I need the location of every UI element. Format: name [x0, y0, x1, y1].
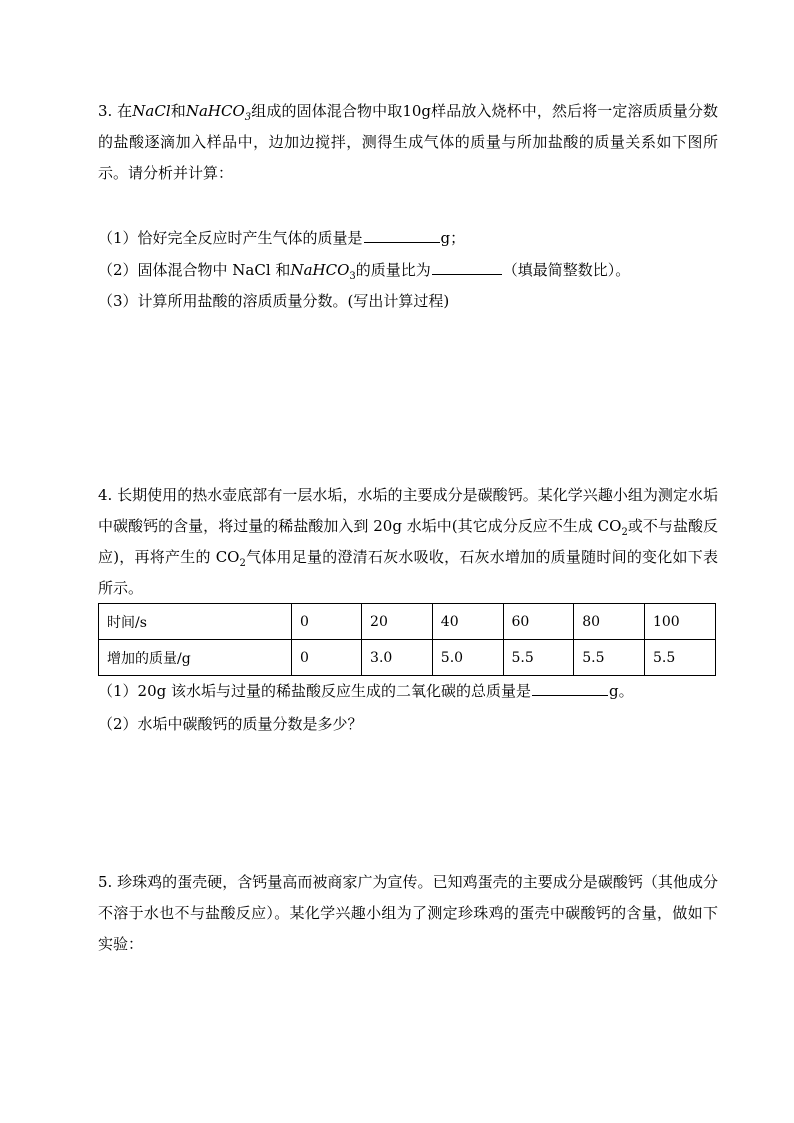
- q3-stem-and: 和: [170, 102, 186, 120]
- q4-sub2: （2）水垢中碳酸钙的质量分数是多少？: [98, 715, 363, 733]
- q3-stem: [98, 96, 718, 189]
- formula-nahco3-sub: 3: [349, 271, 356, 282]
- table-cell: 5.5: [644, 640, 715, 676]
- q3-stem-prefix: 3. 在: [98, 102, 133, 120]
- formula-nahco3-sub: 3: [244, 112, 252, 123]
- q3-sub1: [98, 228, 465, 248]
- table-cell: 5.5: [574, 640, 645, 676]
- formula-nahco3: NaHCO: [185, 102, 245, 120]
- q4-stem: [98, 480, 718, 604]
- table-cell: 20: [362, 604, 433, 640]
- formula-nahco3: NaHCO: [290, 261, 350, 279]
- answer-blank-q3-1[interactable]: [364, 228, 440, 243]
- q4-sub1-unit: g。: [609, 682, 634, 700]
- q4-data-table: [98, 603, 716, 676]
- q3-sub2-mid: 的质量比为: [355, 261, 431, 279]
- table-cell: 5.5: [503, 640, 574, 676]
- table-cell: 80: [574, 604, 645, 640]
- table-cell: 60: [503, 604, 574, 640]
- answer-blank-q4-1[interactable]: [532, 681, 608, 696]
- q4-stem-part2: 或不与盐酸反应)，再将产生的 CO: [98, 517, 718, 566]
- co2-sub: 2: [621, 527, 628, 538]
- q3-sub2: [98, 260, 630, 280]
- table-cell-label: 时间/s: [99, 604, 292, 640]
- q3-sub2-note: （填最简整数比）。: [502, 261, 631, 279]
- q3-sub1-unit: g；: [440, 229, 466, 247]
- q4-stem-part1: 4. 长期使用的热水壶底部有一层水垢，水垢的主要成分是碳酸钙。某化学兴趣小组为测定水垢中碳酸钙的含量，将过量的稀盐酸加入到 20g 水垢中(其它成分反应不生成 CO: [98, 486, 718, 535]
- table-cell: 5.0: [432, 640, 503, 676]
- table-cell: 0: [292, 604, 362, 640]
- q3-sub3: （3）计算所用盐酸的溶质质量分数。(写出计算过程): [98, 292, 450, 310]
- answer-blank-q3-2[interactable]: [432, 260, 502, 275]
- table-cell-label: 增加的质量/g: [99, 640, 292, 676]
- q3-stem-rest: 组成的固体混合物中取10g样品放入烧杯中，然后将一定溶质质量分数的盐酸逐滴加入样品中，边加边搅拌，测得生成气体的质量与所加盐酸的质量关系如下图所示。请分析并计算：: [98, 102, 718, 182]
- q5-stem: 5. 珍珠鸡的蛋壳硬，含钙量高而被商家广为宣传。已知鸡蛋壳的主要成分是碳酸钙（其他成分不溶于水也不与盐酸反应）。某化学兴趣小组为了测定珍珠鸡的蛋壳中碳酸钙的含量，做如下实验：: [98, 873, 718, 953]
- q4-sub1: [98, 681, 634, 701]
- co2-sub: 2: [239, 558, 246, 569]
- table-row-mass: [99, 640, 716, 676]
- table-row-time: [99, 604, 716, 640]
- q4-sub1-text: （1）20g 该水垢与过量的稀盐酸反应生成的二氧化碳的总质量是: [98, 682, 532, 700]
- table-cell: 3.0: [362, 640, 433, 676]
- q3-sub2-text: （2）固体混合物中 NaCl 和: [98, 261, 291, 279]
- formula-nacl: NaCl: [132, 102, 171, 120]
- table-cell: 40: [432, 604, 503, 640]
- table-cell: 0: [292, 640, 362, 676]
- table-cell: 100: [644, 604, 715, 640]
- q3-sub1-text: （1）恰好完全反应时产生气体的质量是: [98, 229, 363, 247]
- q4-stem-part3: 气体用足量的澄清石灰水吸收，石灰水增加的质量随时间的变化如下表所示。: [98, 548, 718, 597]
